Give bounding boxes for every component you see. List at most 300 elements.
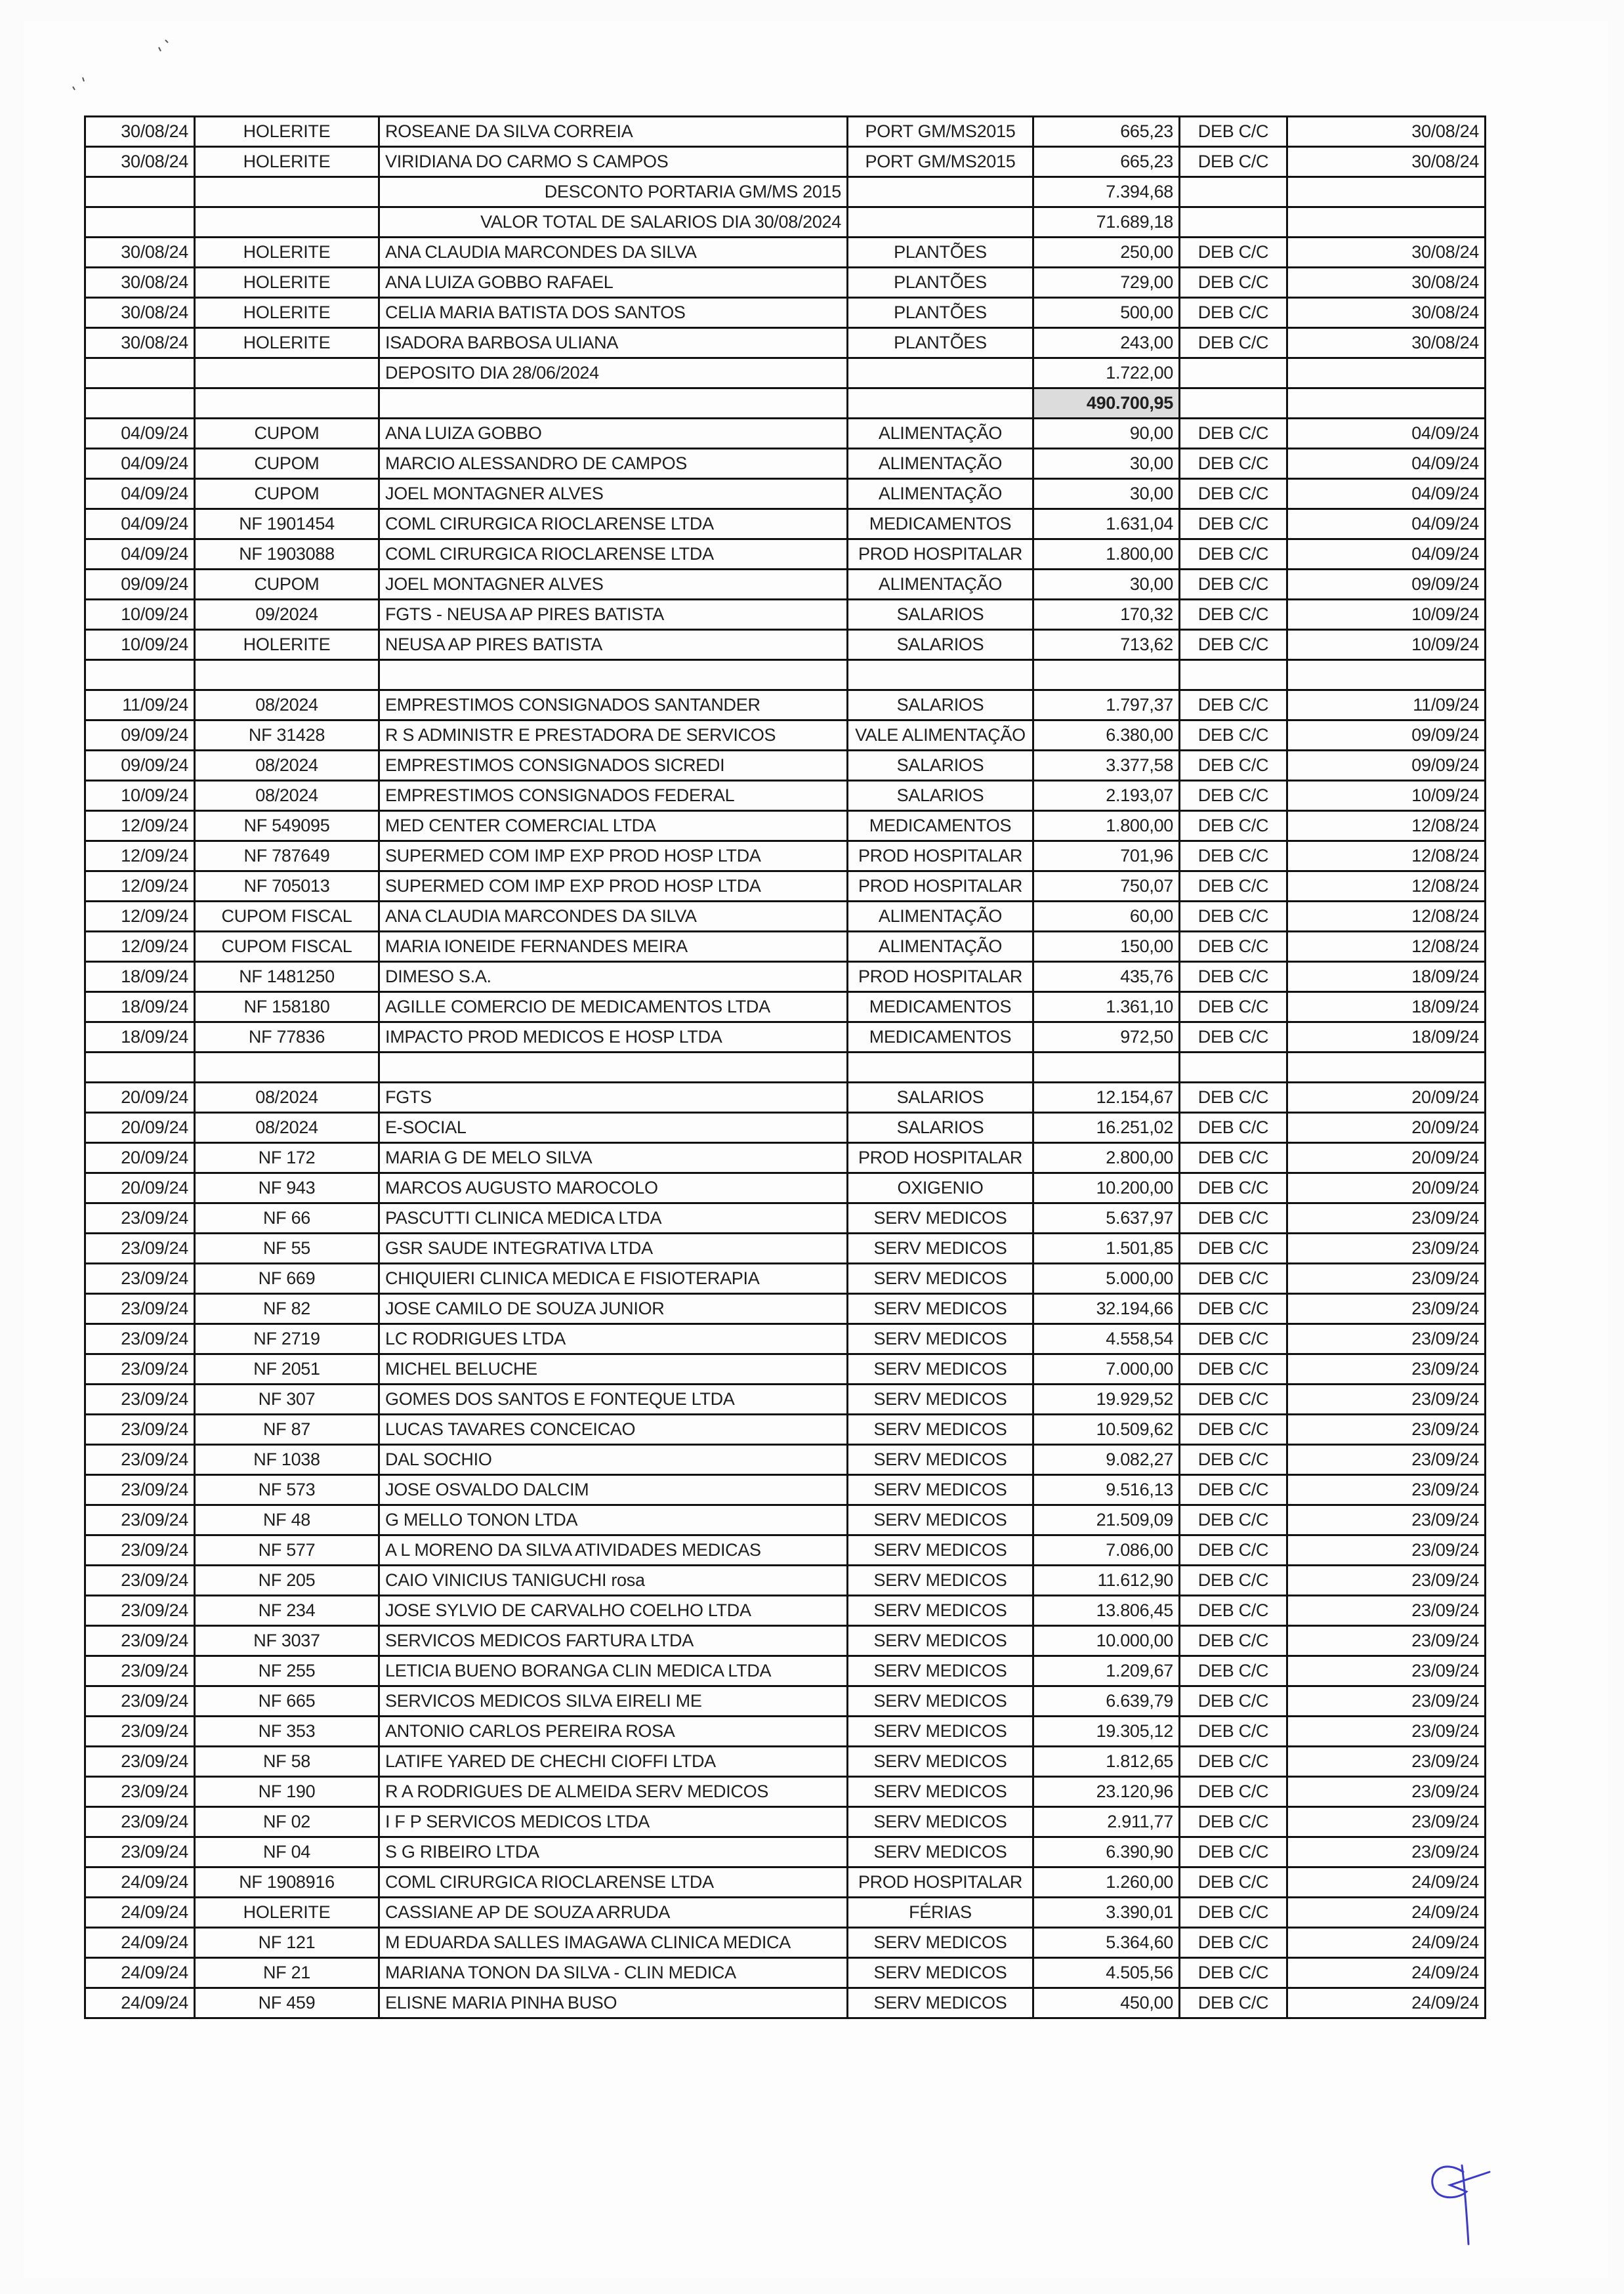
amount-cell: 2.911,77 [1033, 1807, 1180, 1837]
category-cell: SERV MEDICOS [848, 1324, 1033, 1354]
category-cell: ALIMENTAÇÃO [848, 932, 1033, 962]
amount-cell: 243,00 [1033, 328, 1180, 358]
table-row [85, 509, 1486, 539]
date-cell: 23/09/24 [85, 1535, 195, 1566]
table-row [85, 1928, 1486, 1958]
document-cell: NF 02 [195, 1807, 379, 1837]
amount-cell: 10.200,00 [1033, 1173, 1180, 1203]
description-cell: ANA LUIZA GOBBO [379, 419, 848, 449]
category-cell: SERV MEDICOS [848, 1385, 1033, 1415]
amount-cell: 2.800,00 [1033, 1143, 1180, 1173]
table-row [85, 1837, 1486, 1867]
amount-cell: 5.000,00 [1033, 1264, 1180, 1294]
date-cell [85, 207, 195, 238]
document-cell: NF 31428 [195, 720, 379, 751]
category-cell: SERV MEDICOS [848, 1717, 1033, 1747]
category-cell: SERV MEDICOS [848, 1566, 1033, 1596]
payment-date-cell: 18/09/24 [1287, 962, 1486, 992]
description-cell: VALOR TOTAL DE SALARIOS DIA 30/08/2024 [379, 207, 848, 238]
date-cell: 30/08/24 [85, 117, 195, 147]
payment-type-cell: DEB C/C [1180, 1686, 1287, 1717]
payment-type-cell [1180, 1053, 1287, 1083]
table-row [85, 1173, 1486, 1203]
table-row [85, 932, 1486, 962]
description-cell: LATIFE YARED DE CHECHI CIOFFI LTDA [379, 1747, 848, 1777]
amount-cell: 19.929,52 [1033, 1385, 1180, 1415]
date-cell: 30/08/24 [85, 147, 195, 177]
payment-type-cell: DEB C/C [1180, 1475, 1287, 1505]
table-row [85, 1475, 1486, 1505]
table-row [85, 147, 1486, 177]
document-cell: CUPOM FISCAL [195, 902, 379, 932]
description-cell: DAL SOCHIO [379, 1445, 848, 1475]
category-cell: SALARIOS [848, 630, 1033, 660]
payment-date-cell: 12/08/24 [1287, 811, 1486, 841]
amount-cell: 1.501,85 [1033, 1234, 1180, 1264]
payment-date-cell: 04/09/24 [1287, 449, 1486, 479]
payment-type-cell: DEB C/C [1180, 238, 1287, 268]
category-cell: SERV MEDICOS [848, 1294, 1033, 1324]
payment-type-cell: DEB C/C [1180, 962, 1287, 992]
payment-date-cell: 20/09/24 [1287, 1173, 1486, 1203]
document-cell: NF 3037 [195, 1626, 379, 1656]
description-cell: FGTS - NEUSA AP PIRES BATISTA [379, 600, 848, 630]
payment-date-cell: 12/08/24 [1287, 932, 1486, 962]
payment-type-cell: DEB C/C [1180, 509, 1287, 539]
date-cell: 24/09/24 [85, 1867, 195, 1898]
description-cell: MICHEL BELUCHE [379, 1354, 848, 1385]
date-cell: 09/09/24 [85, 720, 195, 751]
document-cell: HOLERITE [195, 298, 379, 328]
description-cell: ANTONIO CARLOS PEREIRA ROSA [379, 1717, 848, 1747]
category-cell: SERV MEDICOS [848, 1203, 1033, 1234]
document-cell: NF 205 [195, 1566, 379, 1596]
payment-type-cell: DEB C/C [1180, 751, 1287, 781]
description-cell: NEUSA AP PIRES BATISTA [379, 630, 848, 660]
payment-type-cell: DEB C/C [1180, 570, 1287, 600]
category-cell: MEDICAMENTOS [848, 992, 1033, 1022]
payment-type-cell: DEB C/C [1180, 781, 1287, 811]
amount-cell: 3.390,01 [1033, 1898, 1180, 1928]
document-cell: 09/2024 [195, 600, 379, 630]
payment-type-cell: DEB C/C [1180, 1898, 1287, 1928]
category-cell: SERV MEDICOS [848, 1686, 1033, 1717]
description-cell: EMPRESTIMOS CONSIGNADOS FEDERAL [379, 781, 848, 811]
amount-cell: 13.806,45 [1033, 1596, 1180, 1626]
description-cell: MARIA G DE MELO SILVA [379, 1143, 848, 1173]
payment-date-cell: 23/09/24 [1287, 1505, 1486, 1535]
category-cell: SERV MEDICOS [848, 1475, 1033, 1505]
description-cell: JOEL MONTAGNER ALVES [379, 479, 848, 509]
description-cell: CASSIANE AP DE SOUZA ARRUDA [379, 1898, 848, 1928]
amount-cell: 1.800,00 [1033, 811, 1180, 841]
document-cell: HOLERITE [195, 1898, 379, 1928]
payment-type-cell: DEB C/C [1180, 1203, 1287, 1234]
date-cell: 24/09/24 [85, 1988, 195, 2018]
document-cell [195, 177, 379, 207]
description-cell: LUCAS TAVARES CONCEICAO [379, 1415, 848, 1445]
amount-cell: 12.154,67 [1033, 1083, 1180, 1113]
amount-cell: 4.505,56 [1033, 1958, 1180, 1988]
expense-ledger-table [84, 115, 1486, 2019]
payment-date-cell: 23/09/24 [1287, 1837, 1486, 1867]
amount-cell: 1.800,00 [1033, 539, 1180, 570]
table-row [85, 328, 1486, 358]
payment-date-cell: 23/09/24 [1287, 1626, 1486, 1656]
document-cell [195, 358, 379, 388]
description-cell: S G RIBEIRO LTDA [379, 1837, 848, 1867]
payment-date-cell: 23/09/24 [1287, 1596, 1486, 1626]
payment-type-cell: DEB C/C [1180, 539, 1287, 570]
payment-date-cell: 20/09/24 [1287, 1113, 1486, 1143]
table-row [85, 1324, 1486, 1354]
date-cell: 12/09/24 [85, 871, 195, 902]
payment-date-cell: 10/09/24 [1287, 630, 1486, 660]
payment-date-cell [1287, 358, 1486, 388]
date-cell: 11/09/24 [85, 690, 195, 720]
description-cell: JOSE SYLVIO DE CARVALHO COELHO LTDA [379, 1596, 848, 1626]
amount-cell: 9.082,27 [1033, 1445, 1180, 1475]
date-cell: 23/09/24 [85, 1445, 195, 1475]
payment-date-cell: 23/09/24 [1287, 1445, 1486, 1475]
payment-type-cell: DEB C/C [1180, 1445, 1287, 1475]
document-cell: NF 77836 [195, 1022, 379, 1053]
date-cell: 24/09/24 [85, 1958, 195, 1988]
description-cell: MARIA IONEIDE FERNANDES MEIRA [379, 932, 848, 962]
description-cell: AGILLE COMERCIO DE MEDICAMENTOS LTDA [379, 992, 848, 1022]
description-cell: COML CIRURGICA RIOCLARENSE LTDA [379, 1867, 848, 1898]
payment-date-cell: 23/09/24 [1287, 1234, 1486, 1264]
date-cell [85, 660, 195, 690]
document-cell: CUPOM [195, 449, 379, 479]
payment-date-cell: 09/09/24 [1287, 720, 1486, 751]
table-row [85, 1958, 1486, 1988]
payment-date-cell: 23/09/24 [1287, 1535, 1486, 1566]
document-cell: CUPOM FISCAL [195, 932, 379, 962]
category-cell: SERV MEDICOS [848, 1656, 1033, 1686]
description-cell: R S ADMINISTR E PRESTADORA DE SERVICOS [379, 720, 848, 751]
date-cell: 23/09/24 [85, 1234, 195, 1264]
amount-cell: 250,00 [1033, 238, 1180, 268]
date-cell: 18/09/24 [85, 992, 195, 1022]
document-cell [195, 660, 379, 690]
table-row [85, 1867, 1486, 1898]
category-cell: SERV MEDICOS [848, 1837, 1033, 1867]
date-cell: 09/09/24 [85, 751, 195, 781]
description-cell: COML CIRURGICA RIOCLARENSE LTDA [379, 509, 848, 539]
description-cell: SERVICOS MEDICOS SILVA EIRELI ME [379, 1686, 848, 1717]
payment-date-cell: 24/09/24 [1287, 1898, 1486, 1928]
payment-type-cell: DEB C/C [1180, 147, 1287, 177]
date-cell: 23/09/24 [85, 1596, 195, 1626]
date-cell: 10/09/24 [85, 630, 195, 660]
document-cell: 08/2024 [195, 781, 379, 811]
payment-type-cell: DEB C/C [1180, 1505, 1287, 1535]
table-row [85, 1626, 1486, 1656]
table-row [85, 751, 1486, 781]
document-cell: NF 21 [195, 1958, 379, 1988]
table-row [85, 720, 1486, 751]
payment-type-cell: DEB C/C [1180, 992, 1287, 1022]
table-row [85, 690, 1486, 720]
description-cell: VIRIDIANA DO CARMO S CAMPOS [379, 147, 848, 177]
date-cell: 04/09/24 [85, 419, 195, 449]
document-cell: HOLERITE [195, 117, 379, 147]
date-cell: 12/09/24 [85, 841, 195, 871]
description-cell: JOSE OSVALDO DALCIM [379, 1475, 848, 1505]
amount-cell: 60,00 [1033, 902, 1180, 932]
payment-date-cell: 23/09/24 [1287, 1475, 1486, 1505]
amount-cell: 7.394,68 [1033, 177, 1180, 207]
description-cell [379, 388, 848, 419]
amount-cell: 972,50 [1033, 1022, 1180, 1053]
table-row [85, 1656, 1486, 1686]
amount-cell: 1.260,00 [1033, 1867, 1180, 1898]
table-row [85, 268, 1486, 298]
table-row [85, 1294, 1486, 1324]
payment-type-cell: DEB C/C [1180, 841, 1287, 871]
document-cell: NF 1481250 [195, 962, 379, 992]
payment-date-cell: 23/09/24 [1287, 1385, 1486, 1415]
table-row [85, 1505, 1486, 1535]
total-row [85, 388, 1486, 419]
table-row [85, 1143, 1486, 1173]
payment-type-cell: DEB C/C [1180, 1143, 1287, 1173]
date-cell [85, 1053, 195, 1083]
payment-date-cell: 20/09/24 [1287, 1083, 1486, 1113]
amount-cell: 19.305,12 [1033, 1717, 1180, 1747]
table-row [85, 1385, 1486, 1415]
table-row [85, 841, 1486, 871]
document-cell: CUPOM [195, 479, 379, 509]
category-cell: SERV MEDICOS [848, 1264, 1033, 1294]
payment-type-cell: DEB C/C [1180, 449, 1287, 479]
payment-type-cell: DEB C/C [1180, 1294, 1287, 1324]
description-cell: I F P SERVICOS MEDICOS LTDA [379, 1807, 848, 1837]
category-cell [848, 358, 1033, 388]
date-cell: 23/09/24 [85, 1264, 195, 1294]
payment-date-cell: 23/09/24 [1287, 1717, 1486, 1747]
payment-type-cell: DEB C/C [1180, 1656, 1287, 1686]
subtotal-row [85, 177, 1486, 207]
amount-cell: 729,00 [1033, 268, 1180, 298]
amount-cell: 1.361,10 [1033, 992, 1180, 1022]
document-cell: NF 787649 [195, 841, 379, 871]
payment-type-cell: DEB C/C [1180, 1626, 1287, 1656]
table-row [85, 419, 1486, 449]
table-row [85, 1807, 1486, 1837]
amount-cell: 7.086,00 [1033, 1535, 1180, 1566]
amount-cell: 1.209,67 [1033, 1656, 1180, 1686]
date-cell: 23/09/24 [85, 1717, 195, 1747]
payment-type-cell [1180, 358, 1287, 388]
date-cell: 30/08/24 [85, 268, 195, 298]
amount-cell: 7.000,00 [1033, 1354, 1180, 1385]
document-cell: NF 1038 [195, 1445, 379, 1475]
date-cell: 23/09/24 [85, 1294, 195, 1324]
date-cell: 23/09/24 [85, 1415, 195, 1445]
date-cell: 20/09/24 [85, 1173, 195, 1203]
table-row [85, 1566, 1486, 1596]
amount-cell: 30,00 [1033, 449, 1180, 479]
amount-cell: 10.509,62 [1033, 1415, 1180, 1445]
description-cell: R A RODRIGUES DE ALMEIDA SERV MEDICOS [379, 1777, 848, 1807]
payment-type-cell [1180, 207, 1287, 238]
description-cell: MED CENTER COMERCIAL LTDA [379, 811, 848, 841]
description-cell: ANA CLAUDIA MARCONDES DA SILVA [379, 902, 848, 932]
payment-date-cell: 24/09/24 [1287, 1867, 1486, 1898]
payment-type-cell: DEB C/C [1180, 1717, 1287, 1747]
date-cell: 12/09/24 [85, 932, 195, 962]
category-cell: ALIMENTAÇÃO [848, 449, 1033, 479]
category-cell: PROD HOSPITALAR [848, 871, 1033, 902]
document-cell: NF 48 [195, 1505, 379, 1535]
amount-cell: 150,00 [1033, 932, 1180, 962]
payment-type-cell: DEB C/C [1180, 268, 1287, 298]
payment-date-cell: 10/09/24 [1287, 781, 1486, 811]
date-cell: 24/09/24 [85, 1928, 195, 1958]
amount-cell: 170,32 [1033, 600, 1180, 630]
document-cell [195, 1053, 379, 1083]
payment-type-cell: DEB C/C [1180, 1234, 1287, 1264]
payment-date-cell: 30/08/24 [1287, 298, 1486, 328]
amount-cell: 16.251,02 [1033, 1113, 1180, 1143]
document-cell: NF 87 [195, 1415, 379, 1445]
document-cell: NF 158180 [195, 992, 379, 1022]
payment-type-cell: DEB C/C [1180, 600, 1287, 630]
document-cell: NF 307 [195, 1385, 379, 1415]
amount-cell: 4.558,54 [1033, 1324, 1180, 1354]
payment-type-cell: DEB C/C [1180, 1988, 1287, 2018]
payment-type-cell: DEB C/C [1180, 720, 1287, 751]
document-cell: NF 669 [195, 1264, 379, 1294]
amount-cell: 5.364,60 [1033, 1928, 1180, 1958]
category-cell: PROD HOSPITALAR [848, 539, 1033, 570]
payment-date-cell [1287, 660, 1486, 690]
description-cell: DEPOSITO DIA 28/06/2024 [379, 358, 848, 388]
category-cell: MEDICAMENTOS [848, 1022, 1033, 1053]
amount-cell: 1.631,04 [1033, 509, 1180, 539]
amount-cell: 665,23 [1033, 117, 1180, 147]
category-cell [848, 388, 1033, 419]
table-row [85, 539, 1486, 570]
description-cell: CAIO VINICIUS TANIGUCHI rosa [379, 1566, 848, 1596]
date-cell: 23/09/24 [85, 1324, 195, 1354]
amount-cell: 6.639,79 [1033, 1686, 1180, 1717]
document-cell: NF 665 [195, 1686, 379, 1717]
category-cell: PROD HOSPITALAR [848, 1143, 1033, 1173]
amount-cell: 10.000,00 [1033, 1626, 1180, 1656]
amount-cell: 30,00 [1033, 570, 1180, 600]
payment-date-cell [1287, 177, 1486, 207]
document-cell: NF 549095 [195, 811, 379, 841]
payment-type-cell: DEB C/C [1180, 932, 1287, 962]
document-cell: NF 1901454 [195, 509, 379, 539]
category-cell [848, 1053, 1033, 1083]
amount-cell: 3.377,58 [1033, 751, 1180, 781]
payment-type-cell: DEB C/C [1180, 419, 1287, 449]
payment-date-cell: 30/08/24 [1287, 147, 1486, 177]
payment-type-cell: DEB C/C [1180, 1566, 1287, 1596]
amount-cell: 32.194,66 [1033, 1294, 1180, 1324]
date-cell: 23/09/24 [85, 1747, 195, 1777]
category-cell: SERV MEDICOS [848, 1505, 1033, 1535]
date-cell: 20/09/24 [85, 1113, 195, 1143]
table-row [85, 1445, 1486, 1475]
payment-type-cell: DEB C/C [1180, 1928, 1287, 1958]
payment-type-cell: DEB C/C [1180, 1807, 1287, 1837]
amount-cell: 1.722,00 [1033, 358, 1180, 388]
amount-cell: 71.689,18 [1033, 207, 1180, 238]
amount-cell: 1.812,65 [1033, 1747, 1180, 1777]
date-cell: 23/09/24 [85, 1837, 195, 1867]
document-cell: NF 573 [195, 1475, 379, 1505]
description-cell: DIMESO S.A. [379, 962, 848, 992]
blank-row [85, 1053, 1486, 1083]
table-row [85, 1747, 1486, 1777]
date-cell: 12/09/24 [85, 811, 195, 841]
table-row [85, 1203, 1486, 1234]
payment-date-cell: 23/09/24 [1287, 1294, 1486, 1324]
description-cell: MARCIO ALESSANDRO DE CAMPOS [379, 449, 848, 479]
payment-date-cell: 12/08/24 [1287, 841, 1486, 871]
document-cell: HOLERITE [195, 238, 379, 268]
amount-cell: 490.700,95 [1033, 388, 1180, 419]
payment-type-cell: DEB C/C [1180, 811, 1287, 841]
table-row [85, 117, 1486, 147]
amount-cell: 750,07 [1033, 871, 1180, 902]
payment-type-cell [1180, 177, 1287, 207]
payment-type-cell: DEB C/C [1180, 298, 1287, 328]
amount-cell: 11.612,90 [1033, 1566, 1180, 1596]
date-cell: 04/09/24 [85, 539, 195, 570]
category-cell: ALIMENTAÇÃO [848, 479, 1033, 509]
table-row [85, 1113, 1486, 1143]
date-cell: 23/09/24 [85, 1626, 195, 1656]
document-cell: 08/2024 [195, 1083, 379, 1113]
description-cell: JOEL MONTAGNER ALVES [379, 570, 848, 600]
payment-type-cell: DEB C/C [1180, 1264, 1287, 1294]
payment-date-cell: 23/09/24 [1287, 1656, 1486, 1686]
document-cell: NF 577 [195, 1535, 379, 1566]
document-cell: NF 705013 [195, 871, 379, 902]
category-cell: VALE ALIMENTAÇÃO [848, 720, 1033, 751]
table-row [85, 1988, 1486, 2018]
payment-date-cell: 04/09/24 [1287, 419, 1486, 449]
category-cell: PLANTÕES [848, 238, 1033, 268]
payment-type-cell: DEB C/C [1180, 1324, 1287, 1354]
payment-date-cell: 10/09/24 [1287, 600, 1486, 630]
amount-cell: 1.797,37 [1033, 690, 1180, 720]
category-cell: SERV MEDICOS [848, 1415, 1033, 1445]
category-cell: PROD HOSPITALAR [848, 962, 1033, 992]
document-cell: NF 1908916 [195, 1867, 379, 1898]
category-cell: SERV MEDICOS [848, 1928, 1033, 1958]
payment-type-cell: DEB C/C [1180, 117, 1287, 147]
table-row [85, 1898, 1486, 1928]
table-row [85, 449, 1486, 479]
amount-cell: 713,62 [1033, 630, 1180, 660]
table-row [85, 238, 1486, 268]
category-cell: SERV MEDICOS [848, 1234, 1033, 1264]
note-row [85, 358, 1486, 388]
category-cell: FÉRIAS [848, 1898, 1033, 1928]
date-cell: 18/09/24 [85, 1022, 195, 1053]
amount-cell: 30,00 [1033, 479, 1180, 509]
document-cell: CUPOM [195, 419, 379, 449]
payment-type-cell: DEB C/C [1180, 1596, 1287, 1626]
document-cell [195, 207, 379, 238]
